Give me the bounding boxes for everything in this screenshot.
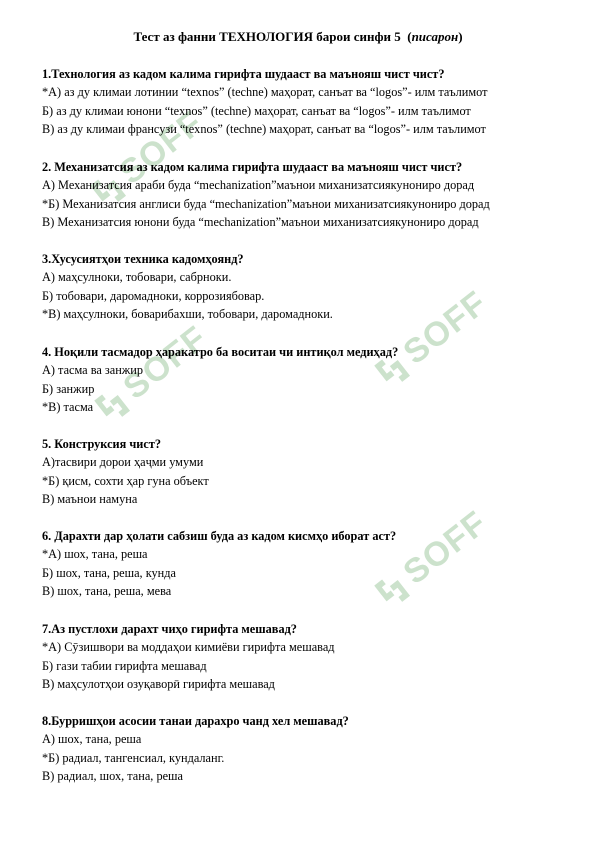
question-text: 5. Конструксия чист? xyxy=(42,437,162,451)
answer-option: В) маҳсулотҳои озуқаворӣ гирифта мешавад xyxy=(42,677,275,692)
question-block xyxy=(42,527,572,601)
question-text: 1.Технология аз кадом калима гирифта шудааст ва маънояш чист чист? xyxy=(42,67,445,81)
answer-option: Б) шох, тана, реша, кунда xyxy=(42,565,176,580)
answer-option: А) Механизатсия араби буда “mechanization”маънои миханизатсиякунониро дорад xyxy=(42,178,475,193)
watermark-text: SOFF xyxy=(112,103,211,192)
answer-option: *Б) радиал, тангенсиал, кундаланг. xyxy=(42,750,225,765)
page-title: Тест аз фанни ТЕХНОЛОГИЯ барои синфи 5 (писарон) xyxy=(133,29,463,44)
answer-option: *Б) Механизатсия англиси буда “mechanization”маънои миханизатсиякунониро дорад xyxy=(42,196,490,211)
question-block xyxy=(42,712,572,786)
question-text: 3.Хусусиятҳои техника кадомҳоянд? xyxy=(42,252,244,266)
question-text: 8.Бурришҳои асосии танаи дарахро чанд хел мешавад? xyxy=(42,714,349,728)
answer-option: *А) шох, тана, реша xyxy=(42,547,148,562)
answer-option: А)тасвири дорои ҳаҷми умуми xyxy=(42,455,204,470)
answer-option: В) радиал, шох, тана, реша xyxy=(42,769,183,784)
answer-option: В) Механизатсия юнони буда “mechanization”маънои миханизатсиякунониро дорад xyxy=(42,215,479,230)
answer-option: *В) маҳсулноки, боварибахши, тобовари, даромадноки. xyxy=(42,307,333,322)
title-subtitle: писарон xyxy=(411,29,459,44)
question-text: 7.Аз пустлохи дарахт чиҳо гирифта мешавад? xyxy=(42,622,297,636)
answer-option: В) маънои намуна xyxy=(42,492,138,507)
question-block xyxy=(42,620,572,694)
watermark-text: SOFF xyxy=(396,503,495,592)
question-text: 2. Механизатсия аз кадом калима гирифта шудааст ва маънояш чист чист? xyxy=(42,160,463,174)
answer-option: Б) занжир xyxy=(42,381,95,396)
answer-option: *А) Сӯзишвори ва моддаҳои кимиёви гирифта мешавад xyxy=(42,640,335,655)
question-block xyxy=(42,250,572,324)
answer-option: Б) гази табии гирифта мешавад xyxy=(42,658,207,673)
question-block xyxy=(42,343,572,417)
question-text: 4. Ноқили тасмадор ҳаракатро ба воситаи чи интиқол медиҳад? xyxy=(42,345,399,359)
answer-option: В) шох, тана, реша, мева xyxy=(42,584,172,599)
answer-option: А) тасма ва занжир xyxy=(42,363,144,378)
watermark-text: SOFF xyxy=(396,283,495,372)
answer-option: *Б) қисм, сохти ҳар гуна объект xyxy=(42,473,209,488)
title-main: Тест аз фанни ТЕХНОЛОГИЯ барои синфи 5 xyxy=(133,29,401,44)
question-block xyxy=(42,435,572,509)
answer-option: Б) аз ду климаи юнони “texnos” (techne) маҳорат, санъат ва “logos”- илм таълимот xyxy=(42,103,471,118)
answer-option: Б) тобовари, даромадноки, коррозиябовар. xyxy=(42,288,265,303)
answer-option: В) аз ду климаи франсузи “texnos” (techne) маҳорат, санъат ва “logos”- илм таълимот xyxy=(42,122,486,137)
answer-option: *В) тасма xyxy=(42,400,94,415)
answer-option: А) маҳсулноки, тобовари, сабрноки. xyxy=(42,270,232,285)
question-block xyxy=(42,65,572,139)
question-text: 6. Дарахти дар ҳолати сабзиш буда аз кадом кисмҳо иборат аст? xyxy=(42,529,397,543)
question-block xyxy=(42,158,572,232)
watermark-text: SOFF xyxy=(116,318,215,407)
answer-option: *А) аз ду климаи лотинии “texnos” (techne) маҳорат, санъат ва “logos”- илм таълимот xyxy=(42,85,488,100)
answer-option: А) шох, тана, реша xyxy=(42,732,142,747)
